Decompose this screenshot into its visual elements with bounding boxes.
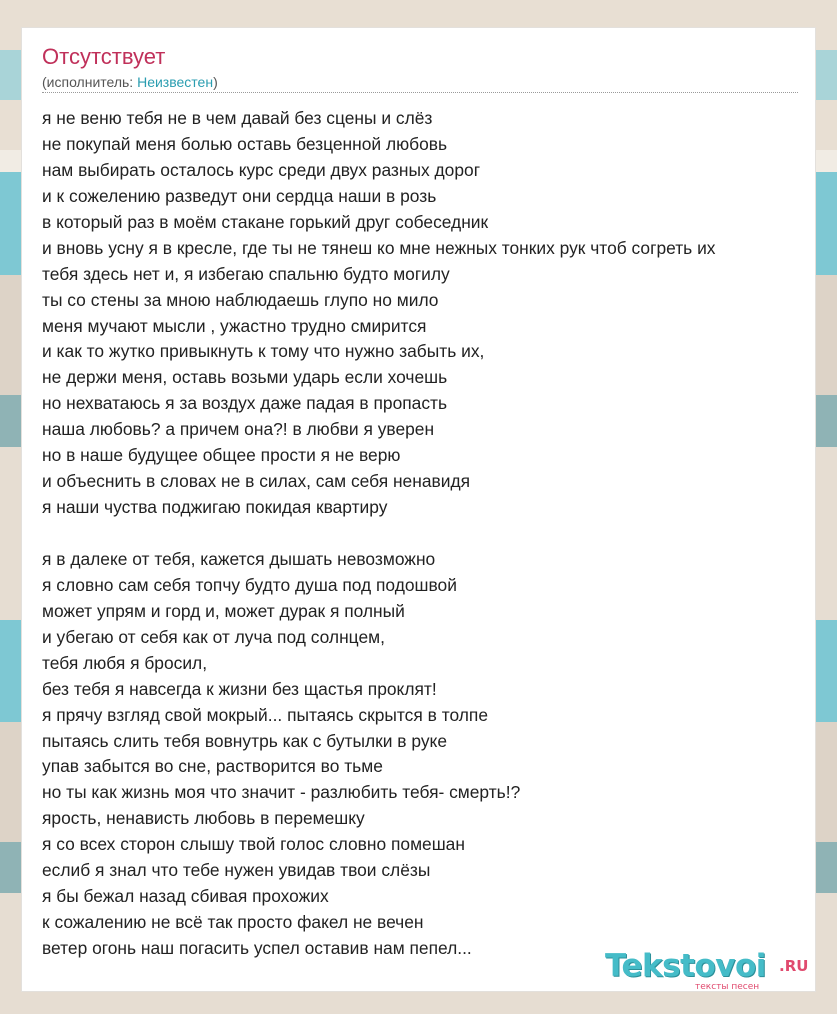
lyric-line: я прячу взгляд свой мокрый... пытаясь скрытся в толпе [42, 704, 488, 725]
logo-wordmark: Tekstovoi [605, 948, 766, 984]
lyric-line: ветер огонь наш погасить успел оставив нам пепел... [42, 938, 472, 958]
lyric-line: я со всех сторон слышу твой голос словно помешан [42, 834, 465, 855]
lyric-line: без тебя я навсегда к жизни без щастья проклят! [42, 678, 437, 699]
lyric-line: может упрям и горд и, может дурак я полный [42, 600, 405, 621]
song-title: Отсутствует [42, 44, 166, 69]
lyric-line: тебя здесь нет и, я избегаю спальню будто могилу [42, 263, 450, 284]
lyric-line: но нехватаюсь я за воздух даже падая в пропасть [42, 393, 448, 414]
logo-tagline: тексты песен [695, 982, 760, 992]
lyric-line: и к сожелению разведут они сердца наши в розь [42, 185, 437, 206]
lyric-line: и убегаю от себя как от луча под солнцем, [42, 626, 385, 647]
lyric-line: еслиб я знал что тебе нужен увидав твои слёзы [42, 860, 431, 881]
lyrics-card [22, 28, 815, 991]
lyric-line: не держи меня, оставь возьми ударь если хочешь [42, 367, 448, 388]
logo-domain-suffix: .RU [779, 957, 809, 975]
lyric-line: я бы бежал назад сбивая прохожих [42, 886, 329, 907]
lyric-line: ты со стены за мною наблюдаешь глупо но мило [42, 289, 439, 310]
lyrics-text [42, 106, 837, 962]
artist-line [42, 73, 218, 91]
lyric-line: наша любовь? а причем она?! в любви я уверен [42, 419, 435, 440]
lyric-line [42, 521, 837, 547]
lyric-line: я наши чуства поджигаю покидая квартиру [42, 497, 388, 518]
lyric-line: я в далеке от тебя, кажется дышать невозможно [42, 548, 436, 569]
lyric-line: ярость, ненависть любовь в перемешку [42, 808, 365, 829]
lyric-line: пытаясь слить тебя вовнутрь как с бутылки в руке [42, 730, 448, 751]
lyric-line: нам выбирать осталось курс среди двух разных дорог [42, 159, 481, 180]
lyric-line: в который раз в моём стакане горький друг собеседник [42, 211, 489, 232]
lyric-line: упав забытся во сне, растворится во тьме [42, 756, 383, 777]
artist-link[interactable]: Неизвестен [137, 74, 214, 90]
lyric-line: но ты как жизнь моя что значит - разлюбить тебя- смерть!? [42, 782, 521, 803]
lyric-line: тебя любя я бросил, [42, 652, 208, 673]
lyric-line: меня мучают мысли , ужастно трудно смирится [42, 315, 427, 336]
lyric-line: и как то жутко привыкнуть к тому что нужно забыть их, [42, 341, 485, 362]
lyric-line: но в наше будущее общее прости я не верю [42, 445, 401, 466]
artist-suffix: ) [213, 74, 218, 90]
lyric-line: я словно сам себя топчу будто душа под подошвой [42, 574, 457, 595]
lyric-line: и вновь усну я в кресле, где ты не тянеш ко мне нежных тонких рук чтоб согреть их [42, 237, 716, 258]
title-divider [42, 92, 798, 93]
lyric-line: и объеснить в словах не в силах, сам себя ненавидя [42, 471, 471, 492]
site-logo[interactable] [605, 946, 815, 996]
artist-prefix: (исполнитель: [42, 74, 138, 90]
lyric-line: не покупай меня болью оставь безценной любовь [42, 133, 448, 154]
lyric-line: я не веню тебя не в чем давай без сцены и слёз [42, 108, 433, 128]
lyric-line: к сожалению не всё так просто факел не вечен [42, 912, 424, 933]
